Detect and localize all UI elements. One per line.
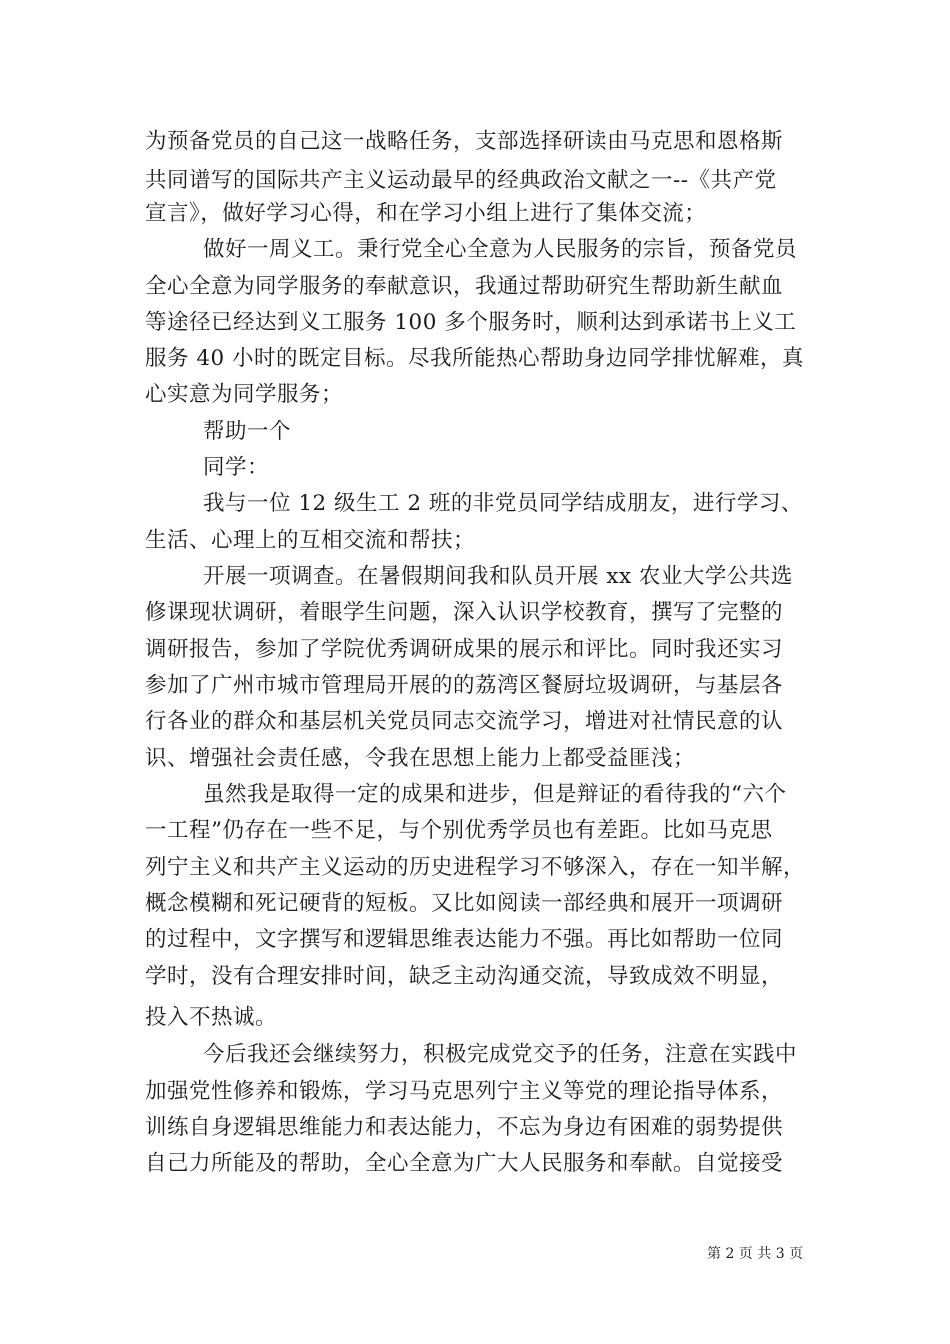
text-line: 为预备党员的自己这一战略任务，支部选择研读由马克思和恩格斯	[145, 129, 784, 154]
paragraph-start: 帮助一个	[203, 419, 292, 444]
text-line: 概念模糊和死记硬背的短板。又比如阅读一部经典和展开一项调研	[145, 891, 784, 916]
text-line: 加强党性修养和锻炼，学习马克思列宁主义等党的理论指导体系，	[145, 1079, 784, 1104]
text-line: 服务 40 小时的既定目标。尽我所能热心帮助身边同学排忧解难，真	[145, 346, 805, 371]
text-line: 列宁主义和共产主义运动的历史进程学习不够深入，存在一知半解，	[145, 855, 806, 880]
text-line: 全心全意为同学服务的奉献意识，我通过帮助研究生帮助新生献血	[145, 274, 784, 299]
text-line: 调研报告，参加了学院优秀调研成果的展示和评比。同时我还实习	[145, 637, 784, 662]
text-line: 的过程中，文字撰写和逻辑思维表达能力不强。再比如帮助一位同	[145, 927, 784, 952]
text-line: 共同谱写的国际共产主义运动最早的经典政治文献之一--《共产党	[145, 168, 777, 193]
text-line: 等途径已经达到义工服务 100 多个服务时，顺利达到承诺书上义工	[145, 310, 797, 335]
text-line: 修课现状调研，着眼学生问题，深入认识学校教育，撰写了完整的	[145, 600, 784, 625]
paragraph-start: 今后我还会继续努力，积极完成党交予的任务，注意在实践中	[203, 1042, 798, 1067]
text-line: 宣言》，做好学习心得，和在学习小组上进行了集体交流；	[145, 201, 707, 226]
paragraph-start: 我与一位 12 级生工 2 班的非党员同学结成朋友，进行学习、	[203, 491, 803, 516]
paragraph-start: 做好一周义工。秉行党全心全意为人民服务的宗旨，预备党员	[203, 237, 798, 262]
text-line: 参加了广州市城市管理局开展的的荔湾区餐厨垃圾调研，与基层各	[145, 673, 784, 698]
paragraph-start: 开展一项调查。在暑假期间我和队员开展 xx 农业大学公共选	[203, 564, 793, 589]
paragraph-start: 虽然我是取得一定的成果和进步，但是辩证的看待我的“六个	[203, 782, 787, 807]
text-line: 自己力所能及的帮助，全心全意为广大人民服务和奉献。自觉接受	[145, 1151, 784, 1176]
text-line: 生活、心理上的互相交流和帮扶；	[145, 528, 476, 553]
text-line: 识、增强社会责任感，令我在思想上能力上都受益匪浅；	[145, 746, 696, 771]
text-line: 训练自身逻辑思维能力和表达能力，不忘为身边有困难的弱势提供	[145, 1115, 784, 1140]
text-line: 一工程”仍存在一些不足，与个别优秀学员也有差距。比如马克思	[145, 818, 773, 843]
text-line: 行各业的群众和基层机关党员同志交流学习，增进对社情民意的认	[145, 709, 784, 734]
paragraph-start: 同学：	[203, 455, 270, 480]
text-line: 心实意为同学服务；	[145, 382, 344, 407]
text-line: 投入不热诚。	[145, 1005, 278, 1030]
page-number-footer: 第 2 页 共 3 页	[707, 1246, 804, 1262]
text-line: 学时，没有合理安排时间，缺乏主动沟通交流，导致成效不明显，	[145, 964, 784, 989]
